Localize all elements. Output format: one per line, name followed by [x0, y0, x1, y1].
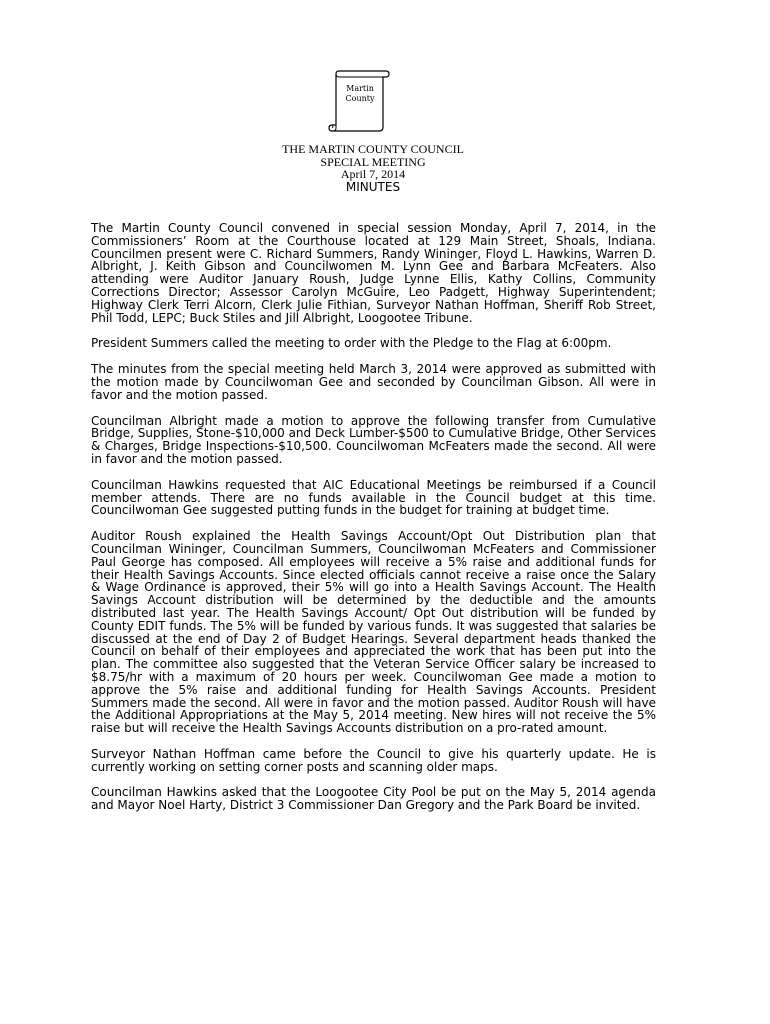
paragraph-health-savings: Auditor Roush explained the Health Savings Account/Opt Out Distribution plan that Councilman Wininger, Councilman Summers, Councilwoman McFeaters and Commissioner Paul George has composed. All employees will receive a 5% raise and additional funds for their Health Savings Accounts. Since elected officials cannot receive a raise once the Salary & Wage Ordinance is approved, their 5% will go into a Health Savings Account. The Health Savings Account distribution will be determined by the deductible and the amounts distributed last year. The Health Savings Account/ Opt Out distribution will be funded by County EDIT funds. The 5% will be funded by various funds. It was suggested that salaries be discussed at the end of Day 2 of Budget Hearings. Several department heads thanked the Council on behalf of their employees and appreciated the work that has been put into the plan. The committee also suggested that the Veteran Service Officer salary be increased to $8.75/hr with a maximum of 20 hours per week. Councilwoman Gee made a motion to approve the 5% raise and additional funding for Health Savings Accounts. President Summers made the second. All were in favor and the motion passed. Auditor Roush will have the Additional Appropriations at the May 5, 2014 meeting. New hires will not receive the 5% raise but will receive the Health Savings Accounts distribution on a pro-rated amount.: [91, 529, 656, 736]
paragraph-minutes-approval: The minutes from the special meeting held March 3, 2014 were approved as submitted with the motion made by Councilwoman Gee and seconded by Councilman Gibson. All were in favor and the motion passed.: [91, 362, 656, 402]
logo-line-2: County: [345, 94, 375, 103]
paragraph-aic-meetings: Councilman Hawkins requested that AIC Educational Meetings be reimbursed if a Council member attends. There are no funds available in the Council budget at this time. Councilwoman Gee suggested putting funds in the budget for training at budget time.: [91, 477, 656, 518]
paragraph-bridge-transfer: Councilman Albright made a motion to approve the following transfer from Cumulative Bridge, Supplies, Stone-$10,000 and Deck Lumber-$500 to Cumulative Bridge, Other Services & Charges, Bridge Inspections-$10,500. Councilwoman McFeaters made the second. All were in favor and the motion passed.: [91, 413, 656, 466]
logo-line-1: Martin: [346, 84, 374, 93]
logo-text: [337, 84, 383, 104]
minutes-heading: MINUTES: [345, 179, 401, 194]
document-heading: [0, 143, 746, 194]
meeting-date: April 7, 2014: [340, 167, 406, 181]
paragraph-city-pool: Councilman Hawkins asked that the Loogootee City Pool be put on the May 5, 2014 agenda and Mayor Noel Harty, District 3 Commissioner Dan Gregory and the Park Board be invited.: [91, 785, 656, 813]
minutes-body: [91, 222, 656, 825]
paragraph-surveyor-update: Surveyor Nathan Hoffman came before the Council to give his quarterly update. He is currently working on setting corner posts and scanning older maps.: [91, 746, 656, 774]
county-scroll-logo: [328, 70, 390, 132]
paragraph-call-to-order: President Summers called the meeting to order with the Pledge to the Flag at 6:00pm.: [91, 336, 612, 351]
council-title: THE MARTIN COUNTY COUNCIL: [282, 142, 464, 156]
paragraph-attendance: The Martin County Council convened in special session Monday, April 7, 2014, in the Commissioners’ Room at the Courthouse located at 129 Main Street, Shoals, Indiana. Councilmen present were C. Richard Summers, Randy Wininger, Floyd L. Hawkins, Warren D. Albright, J. Keith Gibson and Councilwomen M. Lynn Gee and Barbara McFeaters. Also attending were Auditor January Roush, Judge Lynne Ellis, Kathy Collins, Community Corrections Director; Assessor Carolyn McGuire, Leo Padgett, Highway Superintendent; Highway Clerk Terri Alcorn, Clerk Julie Fithian, Surveyor Nathan Hoffman, Sheriff Rob Street, Phil Todd, LEPC; Buck Stiles and Jill Albright, Loogootee Tribune.: [91, 221, 656, 325]
meeting-type: SPECIAL MEETING: [320, 154, 426, 169]
